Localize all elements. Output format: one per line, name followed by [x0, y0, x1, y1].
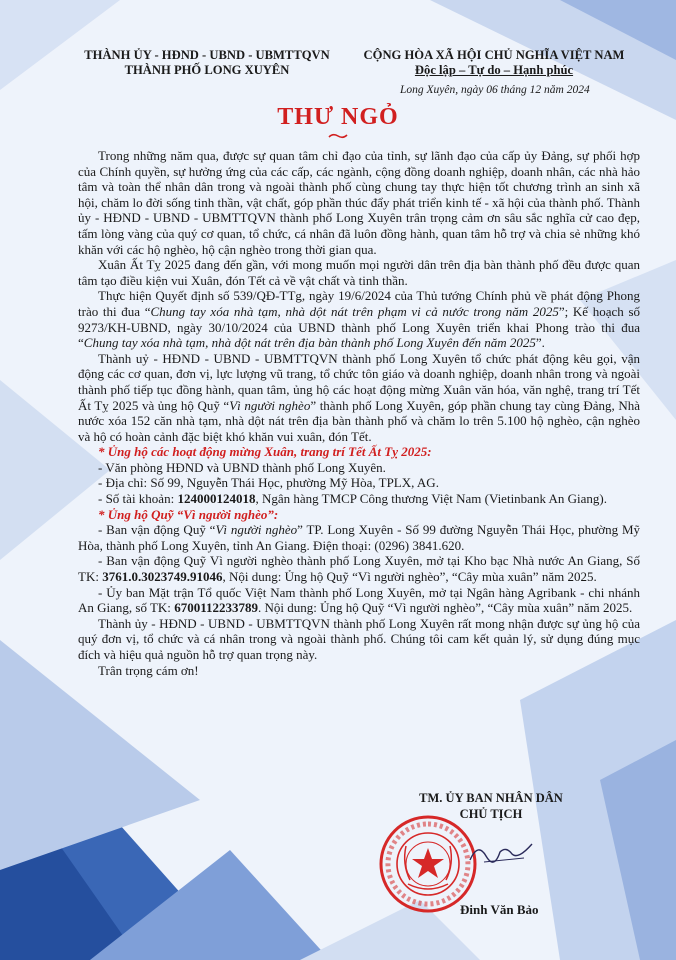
fund-item-1: - Ban vận động Quỹ “Vì người nghèo” TP. Long Xuyên - Số 99 đường Nguyễn Thái Học, phường Mỹ Hòa, thành phố Long Xuyên, tỉnh An Giang. Điện thoại: (0296) 3841.620. — [78, 522, 641, 553]
issuer-line-2: THÀNH PHỐ LONG XUYÊN — [124, 63, 290, 77]
paragraph-4: Thành uỷ - HĐND - UBND - UBMTTQVN thành phố Long Xuyên tổ chức phát động kêu gọi, vận động các cơ quan, đơn vị, lực lượng vũ trang, tổ chức tôn giáo và doanh nghiệp, doanh nhân trong và ngoài thành phố tiếp tục đồng hành, quan tâm, ủng hộ các hoạt động mừng Xuân văn hóa, văn nghệ, trang trí Tết Ất Tỵ 2025 và ủng hộ Quỹ “Vì người nghèo” thành phố Long Xuyên, góp phần chung tay cùng Đảng, Nhà nước xóa 152 căn nhà tạm, nhà dột nát trên địa bàn thành phố và chăm lo trên 5.100 hộ nghèo, cận nghèo và hộ có hoàn cảnh đặc biệt khó khăn vui xuân, đón Tết. — [78, 350, 640, 444]
issuer-line-1: THÀNH ỦY - HĐND - UBND - UBMTTQVN — [84, 48, 330, 62]
issuer-header — [62, 48, 352, 78]
fund-item-3: - Ủy ban Mặt trận Tổ quốc Việt Nam thành phố Long Xuyên, mở tại Ngân hàng Agribank - chi nhánh An Giang, số TK: 6700112233789. Nội dung: Ủng hộ Quỹ “Vì người nghèo”, “Cây mùa xuân” năm 2025. — [78, 584, 640, 616]
letter-date: Long Xuyên, ngày 06 tháng 12 năm 2024 — [400, 84, 590, 96]
section-heading-fund: * Ủng hộ Quỹ “Vì người nghèo”: — [98, 506, 279, 522]
account-number: 124000124018 — [177, 491, 256, 507]
paragraph-3: Thực hiện Quyết định số 539/QĐ-TTg, ngày 19/6/2024 của Thủ tướng Chính phủ về phát động Phong trào thi đua “Chung tay xóa nhà tạm, nhà dột nát trên phạm vi cả nước trong năm 2025”; Kế hoạch số 9273/KH-UBND, ngày 30/10/2024 của UBND thành phố Long Xuyên triển khai Phong trào thi đua “Chung tay xóa nhà tạm, nhà dột nát trên địa bàn thành phố Long Xuyên đến năm 2025”. — [78, 288, 640, 351]
section-heading-tet: * Ủng hộ các hoạt động mừng Xuân, trang trí Tết Ất Tỵ 2025: — [98, 444, 432, 460]
national-motto: Độc lập – Tự do – Hạnh phúc — [414, 63, 574, 77]
office-line: - Văn phòng HĐND và UBND thành phố Long Xuyên. — [98, 459, 386, 475]
address-line: - Địa chỉ: Số 99, Nguyễn Thái Học, phường Mỹ Hòa, TPLX, AG. — [98, 475, 439, 491]
account-line: - Số tài khoản: 124000124018, Ngân hàng TMCP Công thương Việt Nam (Vietinbank An Giang). — [98, 491, 607, 507]
letter-title: THƯ NGỎ — [277, 104, 399, 130]
letter-body — [78, 148, 640, 678]
official-seal-icon — [378, 814, 478, 914]
agribank-account-number: 6700112233789 — [174, 600, 258, 616]
nation-name: CỘNG HÒA XÃ HỘI CHỦ NGHĨA VIỆT NAM — [363, 48, 625, 62]
national-header — [346, 48, 642, 78]
signer-name: Đinh Văn Bảo — [460, 902, 539, 917]
treasury-account-number: 3761.0.3023749.91046 — [102, 569, 223, 585]
paragraph-2: Xuân Ất Tỵ 2025 đang đến gần, với mong muốn mọi người dân trên địa bàn thành phố đều được quan tâm tạo điều kiện vui Xuân, đón Tết cả về vật chất và tinh thần. — [78, 257, 640, 288]
paragraph-closing: Thành ủy - HĐND - UBND - UBMTTQVN thành phố Long Xuyên rất mong nhận được sự ủng hộ của quý đơn vị, tổ chức và cá nhân trong và ngoài thành phố. Chúng tôi cam kết quản lý, sử dụng đúng mục đích và hiệu quả nguồn hỗ trợ quan trọng này. — [78, 615, 640, 662]
fund-item-2: - Ban vận động Quỹ Vì người nghèo thành phố Long Xuyên, mở tại Kho bạc Nhà nước An Giang, Số TK: 3761.0.3023749.91046, Nội dung: Ủng hộ Quỹ “Vì người nghèo”, “Cây mùa xuân” năm 2025. — [78, 553, 640, 585]
thanks-line: Trân trọng cám ơn! — [98, 662, 199, 678]
paragraph-1: Trong những năm qua, được sự quan tâm chỉ đạo của tỉnh, sự lãnh đạo của cấp ủy Đảng, sự phối hợp của Chính quyền, sự hưởng ứng của các cấp, các ngành, cộng đồng doanh nghiệp, doanh nhân, các nhà hảo tâm và toàn thể nhân dân trong và ngoài thành phố cùng chung tay thực hiện tốt chương trình an sinh xã hội, chăm lo đời sống tinh thần, vật chất, góp phần thúc đẩy phát triển kinh tế - xã hội của thành phố. Thành ủy - HĐND - UBND - UBMTTQVN thành phố Long Xuyên trân trọng cảm ơn sâu sắc nghĩa cử cao đẹp, tấm lòng vàng của quý cơ quan, tổ chức, cá nhân đã luôn đồng hành, quan tâm hỗ trợ và chia sẻ những khó khăn với các hộ nghèo, hộ cận nghèo trong thời gian qua. — [78, 148, 640, 257]
signatory-title: TM. ỦY BAN NHÂN DÂN CHỦ TỊCH — [419, 791, 563, 821]
handwritten-signature-icon — [466, 838, 536, 868]
title-flourish-icon — [328, 132, 348, 140]
